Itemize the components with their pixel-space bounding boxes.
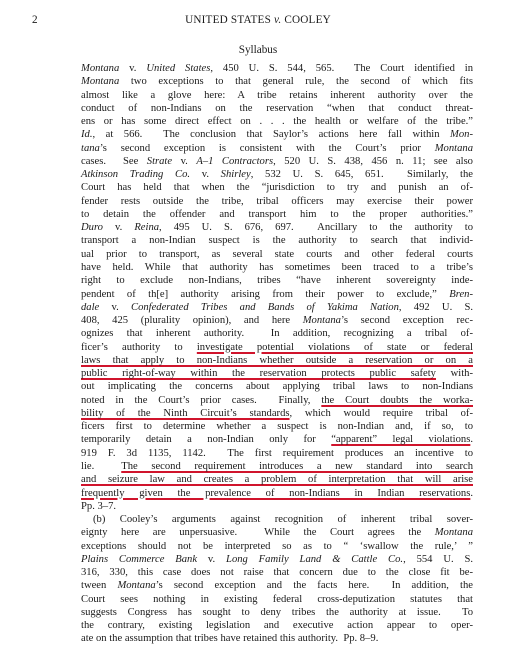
text-segment: v. bbox=[99, 301, 131, 313]
text-segment: Strate bbox=[146, 155, 173, 167]
text-segment: ate on the assumption that tribes have retained this authority. Pp. 8–9. bbox=[81, 633, 379, 645]
text-segment: v. bbox=[119, 63, 147, 74]
underlined-text: public right-of-way within the reservation protects public safety bbox=[81, 368, 436, 380]
text-line bbox=[81, 115, 473, 128]
text-line bbox=[81, 142, 473, 155]
text-segment: , at 566. The conclusion that Saylor’s actions here fall within bbox=[92, 129, 451, 141]
text-segment: , 554 U. S. bbox=[403, 553, 474, 565]
text-segment: Shirley bbox=[220, 169, 251, 181]
text-segment: v. bbox=[197, 553, 227, 565]
text-segment: Montana bbox=[117, 580, 156, 592]
text-segment: , 520 U. S. 438, 456 n. 11; see also bbox=[273, 155, 473, 167]
text-segment: Pp. 3–7. bbox=[81, 500, 117, 512]
text-line bbox=[81, 327, 473, 340]
text-line bbox=[81, 367, 473, 380]
text-line bbox=[81, 500, 473, 513]
text-segment: Court has held that when the “jurisdiction to try and punish an of- bbox=[81, 182, 473, 194]
text-segment: dale bbox=[81, 301, 100, 313]
text-line bbox=[81, 181, 473, 194]
text-segment: suggests Congress has sought to deny tribes the authority at issue. To bbox=[81, 606, 473, 618]
text-line bbox=[81, 487, 473, 500]
text-line bbox=[81, 195, 473, 208]
text-line bbox=[81, 433, 473, 446]
text-line bbox=[81, 208, 473, 221]
text-segment: lie. bbox=[81, 460, 122, 472]
text-segment: the contrary, existing legislation and executive action appear to oper- bbox=[81, 620, 473, 632]
underlined-text: the Court doubts the worka- bbox=[321, 394, 473, 406]
text-line bbox=[81, 513, 473, 526]
text-segment: tana bbox=[81, 142, 100, 154]
text-line bbox=[81, 579, 473, 592]
text-segment: ’s second exception is consistent with the Court’s prior bbox=[99, 142, 435, 154]
text-line bbox=[81, 460, 473, 473]
text-line bbox=[81, 553, 473, 566]
text-segment: , 492 U. S. bbox=[398, 301, 473, 313]
paragraph bbox=[81, 513, 473, 646]
text-segment: ficers first to determine whether a suspect is non-Indian and, if so, to bbox=[81, 421, 473, 433]
running-header bbox=[0, 14, 516, 30]
text-segment: temporarily detain a non-Indian only for bbox=[81, 434, 332, 446]
underlined-text: “apparent” legal violations bbox=[331, 434, 471, 446]
text-line bbox=[81, 314, 473, 327]
text-line bbox=[81, 619, 473, 632]
text-segment: . bbox=[470, 434, 473, 446]
text-line bbox=[81, 248, 473, 261]
text-segment: . bbox=[470, 487, 473, 499]
text-line bbox=[81, 288, 473, 301]
text-segment: 408, 425 (plurality opinion), and here bbox=[81, 315, 303, 327]
text-segment: , 532 U. S. 645, 651. Similarly, the bbox=[250, 169, 473, 181]
text-segment: ognizes that inherent authority. In addition, recognizing a tribal of- bbox=[81, 328, 473, 340]
text-segment: 316, 330, this case does not raise that concern due to the close fit be- bbox=[81, 567, 473, 579]
underlined-text: and seizure law and creates a problem of interpretation that will arise bbox=[81, 474, 473, 486]
text-line bbox=[81, 128, 473, 141]
case-title-part-b: COOLEY bbox=[281, 14, 331, 26]
text-segment: United States bbox=[146, 63, 211, 74]
underlined-text: laws that apply to non-Indians whether outside a reservation or on a bbox=[81, 354, 473, 366]
text-segment: have held. While that authority has sometimes been traced to a tribe’s bbox=[81, 261, 473, 273]
text-segment: almost like a glove here: A tribe retains inherent authority over the bbox=[81, 89, 473, 101]
text-line bbox=[81, 593, 473, 606]
text-segment: ens or has some direct effect on . . . the health or welfare of the tribe.” bbox=[81, 116, 473, 128]
text-segment: Montana bbox=[434, 527, 473, 539]
text-segment: out implicating the concerns about applying tribal laws to non-Indians bbox=[81, 381, 473, 393]
text-segment: right to exclude non-Indians, tribes “have inherent sovereignty inde- bbox=[81, 275, 473, 287]
text-segment: ual prior to transport, as several state courts and other federal courts bbox=[81, 248, 473, 260]
text-segment: ’s second exception rec- bbox=[340, 315, 473, 327]
text-segment: 919 F. 3d 1135, 1142. The first requirement produces an incentive to bbox=[81, 447, 473, 459]
text-segment: Confederated Tribes and Bands of Yakima Nation bbox=[131, 301, 399, 313]
text-line bbox=[81, 606, 473, 619]
text-segment: Montana bbox=[81, 76, 120, 88]
text-line bbox=[81, 62, 473, 75]
text-segment: Court sees nothing in existing federal cross-deputization statutes that bbox=[81, 593, 473, 605]
text-line bbox=[81, 234, 473, 247]
text-segment: ficer’s authority to bbox=[81, 341, 197, 353]
text-segment: conduct of non-Indians on the reservation “when that conduct threat- bbox=[81, 102, 473, 114]
text-line bbox=[81, 394, 473, 407]
text-line bbox=[81, 354, 473, 367]
text-segment: Duro bbox=[81, 222, 103, 234]
text-line bbox=[81, 566, 473, 579]
text-line bbox=[81, 301, 473, 314]
text-segment: v. bbox=[172, 155, 197, 167]
text-segment: ’s second exception and the facts here. In addition, the bbox=[155, 580, 473, 592]
text-line bbox=[81, 447, 473, 460]
text-segment: Montana bbox=[434, 142, 473, 154]
section-title: Syllabus bbox=[238, 44, 278, 56]
text-line bbox=[81, 407, 473, 420]
text-line bbox=[81, 632, 473, 645]
text-segment: tween bbox=[81, 580, 118, 592]
text-line bbox=[81, 221, 473, 234]
text-segment: Reina bbox=[134, 222, 160, 234]
underlined-text: investigate potential violations of state or federal bbox=[196, 341, 473, 353]
underlined-text: The second requirement introduces a new standard into search bbox=[121, 460, 474, 472]
text-line bbox=[81, 261, 473, 274]
text-segment: , 450 U. S. 544, 565. The Court identified in bbox=[210, 63, 473, 74]
text-segment: cases. See bbox=[81, 155, 147, 167]
text-segment: Bren- bbox=[449, 288, 473, 300]
text-line bbox=[81, 274, 473, 287]
text-segment: fender rests outside the tribe, tribal officers may exercise their power bbox=[81, 195, 473, 207]
case-title-part-a: UNITED STATES bbox=[185, 14, 274, 26]
text-segment: eignty here are unpersuasive. While the Court agrees the bbox=[81, 527, 435, 539]
text-segment: with- bbox=[435, 368, 473, 380]
text-segment: Atkinson Trading Co. bbox=[81, 169, 191, 181]
text-line bbox=[81, 526, 473, 539]
text-segment: v. bbox=[102, 222, 135, 234]
underlined-text: frequently given the prevalence of non-Indians in Indian reservations bbox=[81, 487, 471, 499]
underlined-text: bility of the Ninth Circuit’s standards bbox=[81, 407, 290, 419]
text-segment: two exceptions to that general rule, the second of which fits bbox=[119, 76, 473, 88]
text-line bbox=[81, 341, 473, 354]
text-segment: , 495 U. S. 676, 697. Ancillary to the authority to bbox=[159, 222, 473, 234]
text-segment: A–1 Contractors bbox=[196, 155, 274, 167]
text-line bbox=[81, 168, 473, 181]
syllabus-body bbox=[81, 62, 473, 646]
text-segment: Montana bbox=[81, 63, 120, 74]
text-line bbox=[81, 89, 473, 102]
text-segment: to detain the offender and transport him to the proper authorities.” bbox=[81, 208, 473, 220]
page-number: 2 bbox=[32, 14, 38, 26]
text-line bbox=[81, 380, 473, 393]
case-title bbox=[0, 14, 516, 26]
text-segment: , which would require tribal of- bbox=[289, 407, 473, 419]
text-segment: pendent of th[e] authority arising from their power to exclude,” bbox=[81, 288, 450, 300]
text-line bbox=[81, 473, 473, 486]
text-segment: exceptions should not be interpreted so as to “ ‘swallow the rule,’ ” bbox=[81, 540, 473, 552]
text-line bbox=[81, 540, 473, 553]
case-title-versus: v. bbox=[274, 14, 282, 26]
text-segment: noted in the Court’s prior cases. Finally, bbox=[81, 394, 322, 406]
text-segment: transport a non-Indian suspect is the authority to search that individ- bbox=[81, 235, 473, 247]
text-line bbox=[81, 155, 473, 168]
text-segment: (b) Cooley’s arguments against recognition of inherent tribal sover- bbox=[93, 514, 473, 526]
text-segment: Montana bbox=[302, 315, 341, 327]
text-segment: Plains Commerce Bank bbox=[81, 553, 198, 565]
text-segment: v. bbox=[190, 169, 221, 181]
text-line bbox=[81, 102, 473, 115]
text-segment: Mon- bbox=[450, 129, 473, 141]
text-segment: Long Family Land & Cattle Co. bbox=[226, 553, 404, 565]
text-line bbox=[81, 420, 473, 433]
text-line bbox=[81, 75, 473, 88]
paragraph bbox=[81, 62, 473, 513]
text-segment: Id. bbox=[81, 129, 93, 141]
